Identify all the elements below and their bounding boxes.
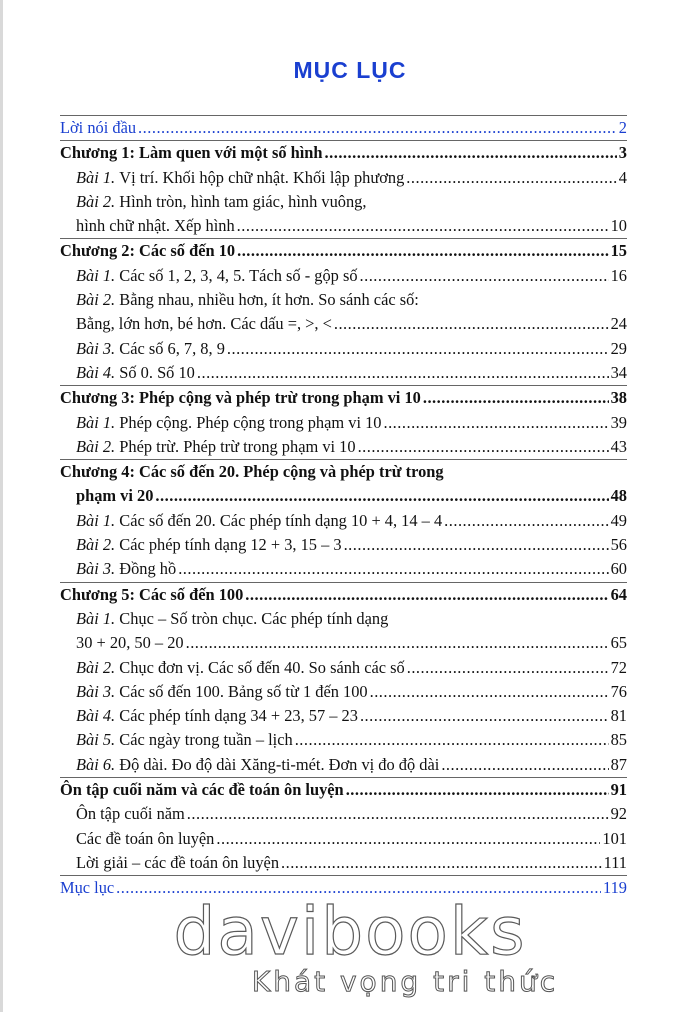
toc-page-number: 2 (618, 118, 627, 137)
toc-entry-chapter-1[interactable] (60, 140, 627, 165)
toc-lesson-prefix: Bài 4. (76, 706, 116, 726)
toc-label: Số 0. Số 10 (119, 362, 195, 382)
toc-page-number: 38 (610, 388, 627, 408)
toc-label: Chục – Số tròn chục. Các phép tính dạng (119, 608, 389, 628)
toc-page-number: 92 (610, 804, 627, 824)
toc-label: Các số 1, 2, 3, 4, 5. Tách số - gộp số (119, 265, 358, 285)
toc-label: Hình tròn, hình tam giác, hình vuông, (119, 191, 367, 211)
toc-entry-chapter-4-cont[interactable] (60, 484, 627, 508)
toc-entry-ch4-lesson-1[interactable] (60, 509, 627, 533)
toc-label: Các ngày trong tuần – lịch (119, 730, 293, 750)
toc-leader-dots (358, 435, 609, 459)
toc-entry-ch5-lesson-1[interactable] (60, 607, 627, 631)
toc-label: Vị trí. Khối hộp chữ nhật. Khối lập phương (119, 167, 405, 187)
toc-label: Chục đơn vị. Các số đến 40. So sánh các số (119, 657, 405, 677)
toc-label: Chương 3: Phép cộng và phép trừ trong phạm vi 10 (60, 388, 421, 408)
toc-page-number: 119 (603, 878, 627, 898)
toc-label: Lời nói đầu (60, 118, 137, 137)
toc-label-continued: hình chữ nhật. Xếp hình (76, 216, 235, 236)
toc-page-number: 91 (610, 780, 627, 800)
toc-lesson-prefix: Bài 6. (76, 754, 116, 774)
toc-entry-ch2-lesson-2-cont[interactable] (60, 312, 627, 336)
page-edge (0, 0, 3, 1012)
toc-entry-ch5-lesson-5[interactable] (60, 728, 627, 752)
toc-page-number: 4 (618, 167, 627, 187)
toc-page-number: 43 (610, 436, 627, 456)
toc-page-number: 39 (610, 412, 627, 432)
toc-leader-dots (325, 141, 617, 165)
toc-label: Các số đến 100. Bảng số từ 1 đến 100 (119, 681, 368, 701)
toc-lesson-prefix: Bài 2. (76, 535, 116, 555)
toc-lesson-prefix: Bài 2. (76, 191, 116, 211)
toc-label: Các số đến 20. Các phép tính dạng 10 + 4, 14 – 4 (119, 510, 443, 530)
toc-entry-review-2[interactable] (60, 827, 627, 851)
toc-label: Phép cộng. Phép cộng trong phạm vi 10 (119, 412, 382, 432)
toc-label: Chương 5: Các số đến 100 (60, 584, 244, 604)
toc-lesson-prefix: Bài 1. (76, 265, 116, 285)
toc-entry-chapter-2[interactable] (60, 238, 627, 263)
toc-entry-review-1[interactable] (60, 802, 627, 826)
toc-leader-dots (441, 753, 608, 777)
toc-page-number: 48 (610, 486, 627, 506)
toc-leader-dots (186, 631, 609, 655)
toc-page-number: 49 (610, 510, 627, 530)
toc-entry-ch2-lesson-1[interactable] (60, 264, 627, 288)
table-of-contents (60, 115, 627, 901)
toc-leader-dots (155, 484, 608, 508)
toc-leader-dots (383, 411, 608, 435)
toc-page-number: 34 (610, 362, 627, 382)
toc-leader-dots (360, 704, 609, 728)
page-title: MỤC LỤC (293, 57, 407, 83)
toc-leader-dots (178, 557, 608, 581)
toc-entry-ch2-lesson-4[interactable] (60, 361, 627, 385)
toc-page-number: 24 (610, 314, 627, 334)
toc-lesson-prefix: Bài 5. (76, 730, 116, 750)
toc-entry-ch5-lesson-3[interactable] (60, 680, 627, 704)
toc-label: Các phép tính dạng 12 + 3, 15 – 3 (119, 535, 342, 555)
toc-entry-chapter-5[interactable] (60, 582, 627, 607)
toc-page-number: 16 (610, 265, 627, 285)
toc-page-number: 85 (610, 730, 627, 750)
toc-entry-ch1-lesson-2[interactable] (60, 190, 627, 214)
toc-label: Các đề toán ôn luyện (76, 828, 215, 848)
toc-leader-dots (344, 533, 609, 557)
toc-entry-ch4-lesson-3[interactable] (60, 557, 627, 581)
toc-leader-dots (245, 583, 608, 607)
toc-leader-dots (197, 361, 609, 385)
toc-lesson-prefix: Bài 1. (76, 167, 116, 187)
toc-leader-dots (406, 166, 617, 190)
toc-label: Phép trừ. Phép trừ trong phạm vi 10 (119, 436, 356, 456)
toc-label: Đồng hồ (119, 559, 177, 579)
toc-entry-review[interactable] (60, 777, 627, 802)
toc-leader-dots (138, 116, 617, 140)
toc-leader-dots (187, 802, 609, 826)
toc-page-number: 101 (602, 828, 627, 848)
toc-entry-review-3[interactable] (60, 851, 627, 875)
toc-entry-chapter-4[interactable] (60, 459, 627, 484)
toc-label-continued: 30 + 20, 50 – 20 (76, 633, 184, 653)
toc-lesson-prefix: Bài 1. (76, 608, 116, 628)
toc-page-number: 15 (610, 241, 627, 261)
toc-page-number: 29 (610, 338, 627, 358)
toc-lesson-prefix: Bài 4. (76, 362, 116, 382)
toc-label: Chương 4: Các số đến 20. Phép cộng và phép trừ trong (60, 462, 444, 482)
toc-leader-dots (237, 214, 609, 238)
toc-label: Chương 2: Các số đến 10 (60, 241, 236, 261)
toc-label: Ôn tập cuối năm (76, 804, 185, 824)
toc-leader-dots (281, 851, 602, 875)
toc-page-number: 111 (603, 852, 627, 872)
toc-entry-chapter-3[interactable] (60, 385, 627, 410)
toc-page-number: 64 (610, 584, 627, 604)
toc-leader-dots (216, 827, 600, 851)
toc-page-number: 60 (610, 559, 627, 579)
toc-label: Lời giải – các đề toán ôn luyện (76, 852, 280, 872)
toc-page-number: 87 (610, 754, 627, 774)
toc-label-continued: phạm vi 20 (76, 486, 154, 506)
toc-label: Chương 1: Làm quen với một số hình (60, 143, 323, 163)
toc-label: Ôn tập cuối năm và các đề toán ôn luyện (60, 780, 344, 800)
toc-entry-ch3-lesson-1[interactable] (60, 411, 627, 435)
toc-lesson-prefix: Bài 3. (76, 338, 116, 358)
toc-label-continued: Bằng, lớn hơn, bé hơn. Các dấu =, >, < (76, 314, 332, 334)
toc-entry-ch1-lesson-1[interactable] (60, 166, 627, 190)
watermark-slogan: Khát vọng tri thức (251, 965, 559, 998)
toc-lesson-prefix: Bài 3. (76, 559, 116, 579)
toc-leader-dots (295, 728, 609, 752)
toc-label: Bằng nhau, nhiều hơn, ít hơn. So sánh các số: (119, 290, 419, 310)
watermark-brand: davibooks (173, 893, 527, 970)
toc-page-number: 81 (610, 706, 627, 726)
toc-label: Các phép tính dạng 34 + 23, 57 – 23 (119, 706, 358, 726)
toc-leader-dots (227, 337, 609, 361)
toc-page-number: 56 (610, 535, 627, 555)
toc-entry-ch5-lesson-4[interactable] (60, 704, 627, 728)
toc-lesson-prefix: Bài 3. (76, 681, 116, 701)
toc-leader-dots (407, 656, 609, 680)
toc-label: Các số 6, 7, 8, 9 (119, 338, 225, 358)
toc-page-number: 72 (610, 657, 627, 677)
toc-entry-ch2-lesson-3[interactable] (60, 337, 627, 361)
toc-entry-ch5-lesson-2[interactable] (60, 656, 627, 680)
toc-lesson-prefix: Bài 1. (76, 412, 116, 432)
toc-leader-dots (370, 680, 609, 704)
toc-lesson-prefix: Bài 2. (76, 657, 116, 677)
toc-label: Mục lục (60, 878, 115, 898)
toc-entry-ch2-lesson-2[interactable] (60, 288, 627, 312)
toc-page-number: 65 (610, 633, 627, 653)
toc-leader-dots (423, 386, 609, 410)
toc-lesson-prefix: Bài 1. (76, 510, 116, 530)
toc-entry-ch3-lesson-2[interactable] (60, 435, 627, 459)
toc-label: Độ dài. Đo độ dài Xăng-ti-mét. Đơn vị đo độ dài (119, 754, 440, 774)
toc-entry-ch5-lesson-1-cont[interactable] (60, 631, 627, 655)
toc-entry-ch4-lesson-2[interactable] (60, 533, 627, 557)
toc-leader-dots (237, 239, 609, 263)
toc-lesson-prefix: Bài 2. (76, 436, 116, 456)
toc-page-number: 76 (610, 681, 627, 701)
toc-page-number: 3 (618, 143, 627, 163)
toc-page-number: 10 (610, 216, 627, 236)
toc-leader-dots (360, 264, 609, 288)
toc-entry-preface[interactable] (60, 115, 627, 140)
toc-entry-ch5-lesson-6[interactable] (60, 753, 627, 777)
toc-lesson-prefix: Bài 2. (76, 290, 116, 310)
toc-leader-dots (334, 312, 609, 336)
toc-leader-dots (346, 778, 609, 802)
toc-entry-ch1-lesson-2-cont[interactable] (60, 214, 627, 238)
toc-leader-dots (444, 509, 608, 533)
